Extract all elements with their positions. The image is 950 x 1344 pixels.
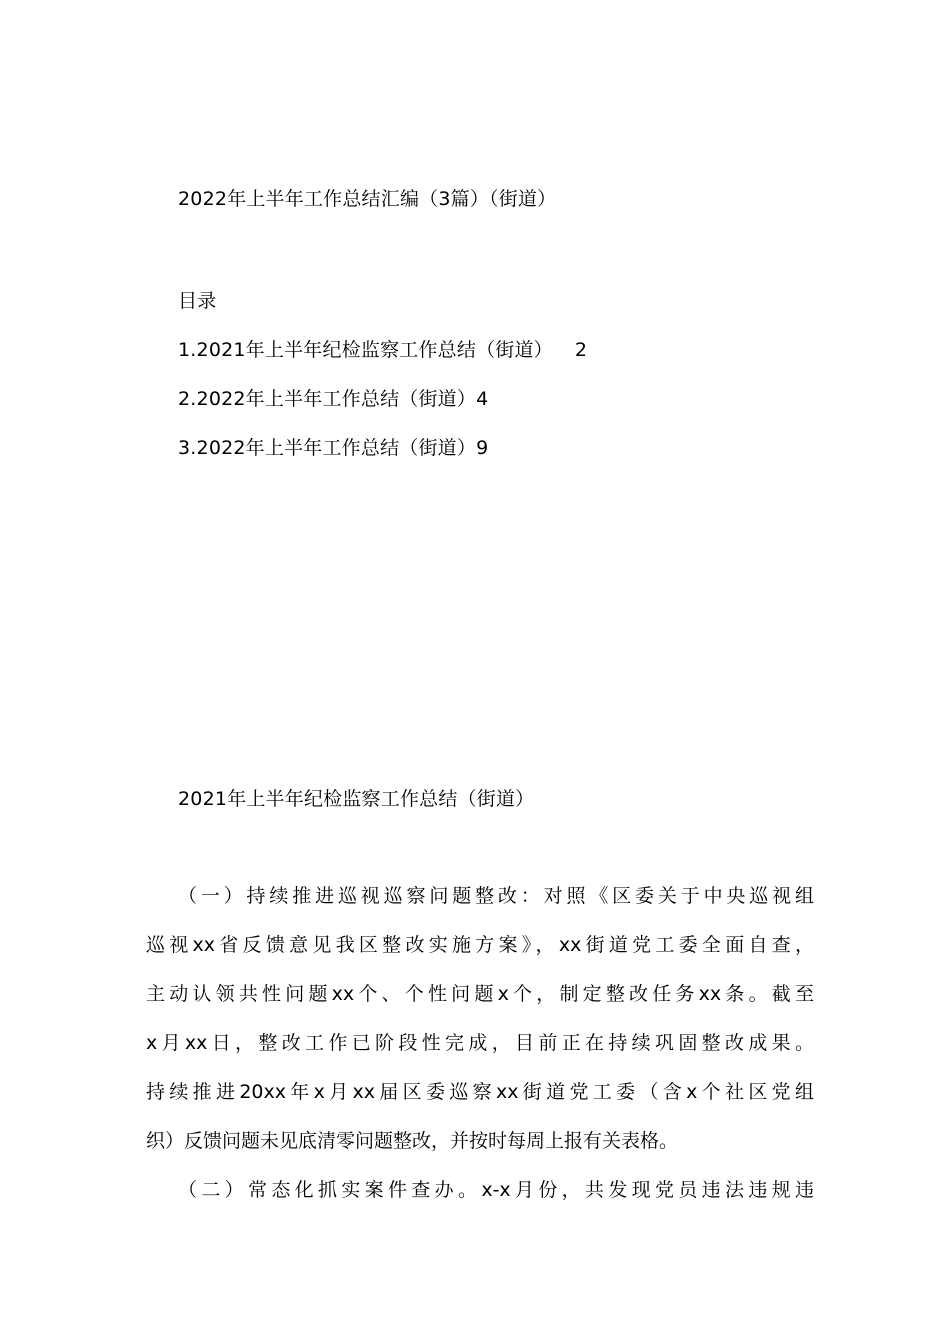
paragraph-line: 巡视xx省反馈意见我区整改实施方案》，xx街道党工委全面自查， [146, 934, 814, 956]
toc-item-label: 1.2021年上半年纪检监察工作总结（街道） [178, 339, 553, 361]
paragraph-line: （一）持续推进巡视巡察问题整改：对照《区委关于中央巡视组 [178, 885, 814, 907]
toc-item[interactable] [178, 387, 488, 411]
toc-item[interactable] [178, 338, 587, 362]
body-paragraph [146, 872, 814, 1166]
toc-item[interactable] [178, 436, 488, 460]
toc-item-page: 4 [476, 388, 489, 410]
toc-item-label: 2.2022年上半年工作总结（街道） [178, 388, 477, 410]
paragraph-line: 织）反馈问题未见底清零问题整改，并按时每周上报有关表格。 [146, 1130, 679, 1152]
toc-item-page: 2 [574, 339, 588, 361]
paragraph-line: x月xx日，整改工作已阶段性完成，目前正在持续巩固整改成果。 [146, 1032, 814, 1054]
toc-heading: 目录 [178, 290, 217, 312]
toc-item-label: 3.2022年上半年工作总结（街道） [178, 437, 477, 459]
paragraph-line: 主动认领共性问题xx个、个性问题x个，制定整改任务xx条。截至 [146, 983, 814, 1005]
paragraph-line: 持续推进20xx年x月xx届区委巡察xx街道党工委（含x个社区党组 [146, 1081, 814, 1103]
document-title: 2022年上半年工作总结汇编（3篇）（街道） [178, 188, 557, 210]
body-paragraph [146, 1166, 814, 1215]
section-title: 2021年上半年纪检监察工作总结（街道） [178, 788, 535, 810]
paragraph-line: （二）常态化抓实案件查办。x-x月份，共发现党员违法违规违 [178, 1179, 814, 1201]
toc-item-page: 9 [476, 437, 489, 459]
